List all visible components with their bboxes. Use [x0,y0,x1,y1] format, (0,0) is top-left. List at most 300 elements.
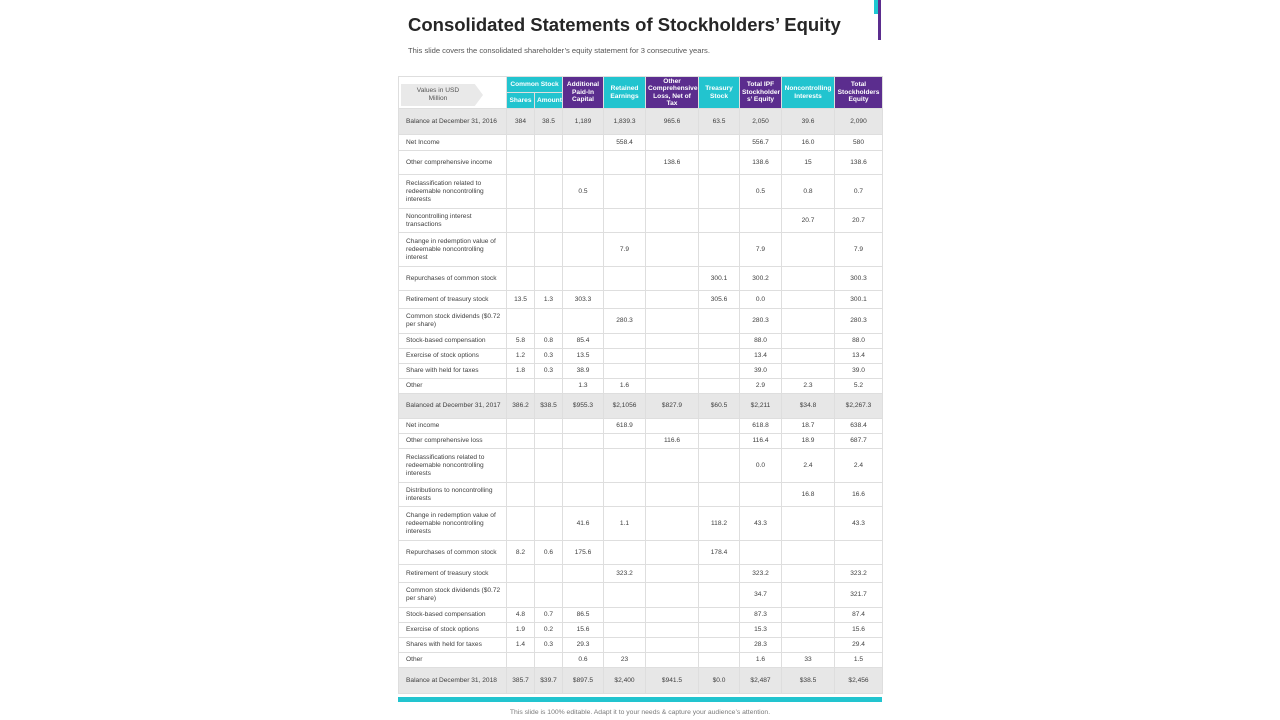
table-cell: 28.3 [740,638,782,653]
table-cell: 0.0 [740,291,782,309]
table-row [399,109,883,135]
table-cell: 13.5 [563,349,604,364]
table-cell: 39.6 [782,109,835,135]
table-cell: 41.6 [563,507,604,541]
table-cell: 116.4 [740,434,782,449]
header-additional-paid-in-capital: Additional Paid-In Capital [563,77,604,109]
table-cell [507,419,535,434]
table-cell [699,565,740,583]
table-cell: $827.9 [646,394,699,419]
table-cell [646,483,699,507]
table-cell: 323.2 [604,565,646,583]
table-cell: 13.4 [835,349,883,364]
table-cell: 33 [782,653,835,668]
table-cell: 39.0 [740,364,782,379]
table-cell: 300.3 [835,267,883,291]
table-cell: 1.3 [563,379,604,394]
table-cell [646,419,699,434]
table-cell: 116.6 [646,434,699,449]
table-cell: 29.4 [835,638,883,653]
header-treasury-stock: Treasury Stock [699,77,740,109]
table-cell [646,638,699,653]
table-cell [535,379,563,394]
table-cell: 0.0 [740,449,782,483]
table-cell [699,608,740,623]
table-cell: 63.5 [699,109,740,135]
row-label: Change in redemption value of redeemable noncontrolling interest [399,233,507,267]
table-cell [699,623,740,638]
table-cell [782,334,835,349]
table-cell [782,349,835,364]
table-cell [782,623,835,638]
table-cell: $2,456 [835,668,883,694]
table-cell: 618.9 [604,419,646,434]
bottom-accent-bar [398,697,882,702]
table-cell [507,209,535,233]
row-label: Net income [399,419,507,434]
row-label: Net Income [399,135,507,151]
table-row [399,419,883,434]
table-cell [604,364,646,379]
header-amount: Amount [535,93,563,109]
table-cell: 0.5 [740,175,782,209]
table-cell: 321.7 [835,583,883,608]
table-cell [604,638,646,653]
table-cell: 618.8 [740,419,782,434]
table-cell [535,483,563,507]
table-cell [740,541,782,565]
table-cell: 5.8 [507,334,535,349]
table-cell [507,379,535,394]
table-cell [699,151,740,175]
table-cell [563,309,604,334]
table-cell [646,334,699,349]
row-label: Balance at December 31, 2018 [399,668,507,694]
table-cell: $2,211 [740,394,782,419]
table-cell: 38.9 [563,364,604,379]
table-row [399,379,883,394]
table-cell: 15.6 [563,623,604,638]
row-label: Noncontrolling interest transactions [399,209,507,233]
table-cell: 175.6 [563,541,604,565]
table-cell: 20.7 [835,209,883,233]
table-cell: 385.7 [507,668,535,694]
table-cell: 16.6 [835,483,883,507]
table-cell [646,364,699,379]
table-cell [646,309,699,334]
table-cell: 1,189 [563,109,604,135]
table-cell [699,233,740,267]
table-cell [646,653,699,668]
row-label: Common stock dividends ($0.72 per share) [399,583,507,608]
table-cell [782,233,835,267]
table-cell [535,449,563,483]
table-row [399,608,883,623]
table-cell [782,267,835,291]
table-row [399,653,883,668]
table-cell [604,175,646,209]
table-row [399,233,883,267]
table-cell: 323.2 [740,565,782,583]
table-cell: 13.5 [507,291,535,309]
table-row [399,349,883,364]
table-cell [563,565,604,583]
table-cell [646,209,699,233]
table-cell [782,565,835,583]
table-cell: 0.6 [563,653,604,668]
page-title: Consolidated Statements of Stockholders’ Equity [408,14,841,35]
table-cell: 386.2 [507,394,535,419]
table-cell: 965.6 [646,109,699,135]
table-cell: 1.8 [507,364,535,379]
table-cell: 5.2 [835,379,883,394]
table-cell: 323.2 [835,565,883,583]
table-cell: 15 [782,151,835,175]
table-row [399,175,883,209]
table-cell: 43.3 [740,507,782,541]
table-cell [699,483,740,507]
table-cell [646,379,699,394]
table-cell [535,434,563,449]
table-cell [699,653,740,668]
table-cell: 118.2 [699,507,740,541]
row-label: Balance at December 31, 2016 [399,109,507,135]
table-cell: 305.6 [699,291,740,309]
table-cell: 0.5 [563,175,604,209]
table-cell [699,638,740,653]
table-cell [782,507,835,541]
row-label: Retirement of treasury stock [399,291,507,309]
table-cell [782,291,835,309]
header-common-stock: Common Stock [507,77,563,93]
table-row [399,394,883,419]
table-cell: 178.4 [699,541,740,565]
row-label: Share with held for taxes [399,364,507,379]
table-cell: 2.3 [782,379,835,394]
table-cell: 38.5 [535,109,563,135]
table-row [399,565,883,583]
table-cell [699,209,740,233]
table-cell [563,483,604,507]
header-noncontrolling-interests: Noncontrolling Interests [782,77,835,109]
table-cell [604,291,646,309]
table-cell [699,175,740,209]
row-label: Other comprehensive income [399,151,507,175]
header-retained-earnings: Retained Earnings [604,77,646,109]
table-cell [535,151,563,175]
table-cell: 16.0 [782,135,835,151]
table-cell [646,175,699,209]
table-cell: 87.4 [835,608,883,623]
header-total-stockholders-equity: Total Stockholders Equity [835,77,883,109]
table-cell [507,565,535,583]
table-cell [507,507,535,541]
table-cell [507,583,535,608]
table-row [399,623,883,638]
table-cell [646,349,699,364]
table-cell [535,583,563,608]
table-cell [699,434,740,449]
table-cell: 556.7 [740,135,782,151]
table-cell: 7.9 [740,233,782,267]
table-cell: 2.4 [782,449,835,483]
table-cell [604,483,646,507]
table-cell [646,267,699,291]
table-cell [646,623,699,638]
row-label: Exercise of stock options [399,349,507,364]
table-cell: 687.7 [835,434,883,449]
table-cell [507,267,535,291]
table-cell: 1.2 [507,349,535,364]
table-cell: 300.1 [835,291,883,309]
table-cell [507,483,535,507]
table-cell: 20.7 [782,209,835,233]
table-row [399,668,883,694]
table-cell [604,349,646,364]
table-cell: 1.3 [535,291,563,309]
table-cell [699,449,740,483]
table-cell [699,379,740,394]
slide-page [398,0,884,720]
page-subtitle: This slide covers the consolidated shareholder’s equity statement for 3 consecutive years. [408,46,710,55]
table-cell: 2.9 [740,379,782,394]
table-cell [604,434,646,449]
table-cell [507,175,535,209]
table-cell [507,151,535,175]
table-cell: $2,1056 [604,394,646,419]
values-unit-label: Values in USD Million [416,87,460,102]
table-cell: 18.9 [782,434,835,449]
table-cell [604,608,646,623]
table-cell: 1.9 [507,623,535,638]
table-cell: 280.3 [740,309,782,334]
table-cell: 29.3 [563,638,604,653]
table-cell: 1.5 [835,653,883,668]
table-cell [563,583,604,608]
corner-accent [874,0,884,40]
table-cell: 2,050 [740,109,782,135]
table-cell: $38.5 [535,394,563,419]
table-cell: 138.6 [646,151,699,175]
table-cell [699,583,740,608]
table-cell [535,267,563,291]
table-cell [699,309,740,334]
table-cell: 1.6 [604,379,646,394]
table-cell: 138.6 [740,151,782,175]
row-label: Retirement of treasury stock [399,565,507,583]
table-cell: 0.8 [782,175,835,209]
table-cell [563,434,604,449]
table-cell [604,209,646,233]
table-cell [699,419,740,434]
table-cell [535,135,563,151]
table-cell [699,349,740,364]
table-cell [563,135,604,151]
table-row [399,135,883,151]
table-cell: 580 [835,135,883,151]
table-cell: 303.3 [563,291,604,309]
table-cell [782,583,835,608]
row-label: Repurchases of common stock [399,541,507,565]
table-row [399,364,883,379]
table-cell [507,653,535,668]
table-cell [782,541,835,565]
table-cell [604,623,646,638]
table-cell: 15.6 [835,623,883,638]
table-cell [646,233,699,267]
table-cell: $941.5 [646,668,699,694]
table-cell [699,364,740,379]
table-row [399,638,883,653]
table-cell: 138.6 [835,151,883,175]
equity-table [398,76,883,694]
table-cell [535,309,563,334]
table-cell [835,541,883,565]
table-cell: 85.4 [563,334,604,349]
table-cell [646,583,699,608]
table-cell [563,233,604,267]
table-cell: 87.3 [740,608,782,623]
table-cell [646,449,699,483]
header-total-ipf-equity: Total IPF Stockholder s’ Equity [740,77,782,109]
table-cell [740,209,782,233]
row-label: Other comprehensive loss [399,434,507,449]
table-cell [535,209,563,233]
table-cell: 300.2 [740,267,782,291]
table-cell: 88.0 [740,334,782,349]
table-cell [535,653,563,668]
header-shares: Shares [507,93,535,109]
table-row [399,583,883,608]
table-cell [782,309,835,334]
table-cell [563,419,604,434]
row-label: Balanced at December 31, 2017 [399,394,507,419]
table-cell: 15.3 [740,623,782,638]
table-cell [535,233,563,267]
table-cell: 43.3 [835,507,883,541]
table-cell: 0.7 [835,175,883,209]
table-cell: $34.8 [782,394,835,419]
table-cell: 300.1 [699,267,740,291]
table-cell [535,507,563,541]
table-cell: 2,090 [835,109,883,135]
table-cell [563,209,604,233]
table-row [399,267,883,291]
row-label: Shares with held for taxes [399,638,507,653]
table-cell: 18.7 [782,419,835,434]
row-label: Exercise of stock options [399,623,507,638]
table-cell: $60.5 [699,394,740,419]
table-cell [646,507,699,541]
table-cell [646,291,699,309]
table-cell: 558.4 [604,135,646,151]
table-row [399,291,883,309]
row-label: Common stock dividends ($0.72 per share) [399,309,507,334]
row-label: Reclassification related to redeemable noncontrolling interests [399,175,507,209]
table-cell [563,151,604,175]
table-row [399,434,883,449]
row-label: Change in redemption value of redeemable noncontrolling interests [399,507,507,541]
values-unit-header [399,77,507,109]
table-cell [535,565,563,583]
table-cell [782,638,835,653]
table-cell [507,233,535,267]
table-cell: 23 [604,653,646,668]
table-cell: 16.8 [782,483,835,507]
table-cell: 39.0 [835,364,883,379]
table-cell [604,334,646,349]
table-row [399,507,883,541]
table-cell [507,434,535,449]
table-cell [699,334,740,349]
table-cell: 1.1 [604,507,646,541]
table-cell [563,267,604,291]
table-cell [535,419,563,434]
table-cell [782,364,835,379]
table-cell: 280.3 [604,309,646,334]
table-row [399,334,883,349]
table-cell: 86.5 [563,608,604,623]
table-cell: 0.3 [535,349,563,364]
table-cell: 0.2 [535,623,563,638]
table-cell: $2,400 [604,668,646,694]
table-cell [646,565,699,583]
table-cell [782,608,835,623]
table-cell [604,267,646,291]
table-cell: $897.5 [563,668,604,694]
table-cell [646,135,699,151]
table-cell: 88.0 [835,334,883,349]
table-row [399,483,883,507]
table-cell [604,541,646,565]
table-cell: $39.7 [535,668,563,694]
table-cell: $0.0 [699,668,740,694]
table-cell [740,483,782,507]
table-cell [507,135,535,151]
table-cell: 0.3 [535,364,563,379]
table-cell: 0.7 [535,608,563,623]
row-label: Repurchases of common stock [399,267,507,291]
table-cell: $2,267.3 [835,394,883,419]
table-cell: 638.4 [835,419,883,434]
footer-note: This slide is 100% editable. Adapt it to your needs & capture your audience’s attention. [509,709,771,716]
table-cell: 7.9 [835,233,883,267]
table-cell: 7.9 [604,233,646,267]
table-row [399,449,883,483]
table-cell: 0.3 [535,638,563,653]
table-cell [604,449,646,483]
table-cell [604,151,646,175]
table-cell [646,608,699,623]
row-label: Stock-based compensation [399,334,507,349]
table-cell [699,135,740,151]
table-cell: 384 [507,109,535,135]
table-cell [507,309,535,334]
table-cell: $38.5 [782,668,835,694]
row-label: Stock-based compensation [399,608,507,623]
table-cell: 13.4 [740,349,782,364]
table-row [399,209,883,233]
table-cell: 0.6 [535,541,563,565]
row-label: Other [399,653,507,668]
table-cell [646,541,699,565]
table-cell: 4.8 [507,608,535,623]
table-row [399,541,883,565]
table-cell: $2,487 [740,668,782,694]
row-label: Reclassifications related to redeemable noncontrolling interests [399,449,507,483]
table-cell: 0.8 [535,334,563,349]
table-cell: 1,839.3 [604,109,646,135]
